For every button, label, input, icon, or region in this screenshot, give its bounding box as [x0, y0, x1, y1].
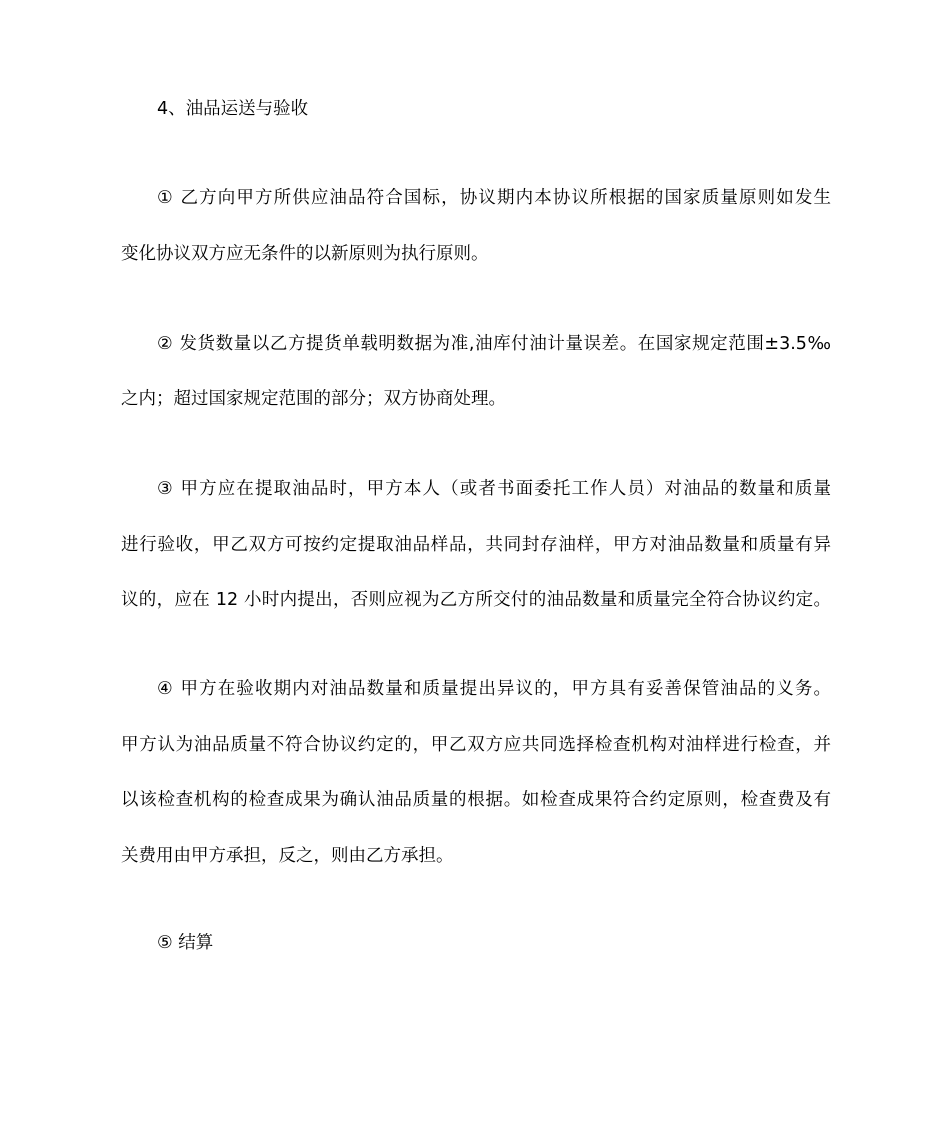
paragraph-4-line-4: 关费用由甲方承担，反之，则由乙方承担。: [121, 846, 454, 866]
paragraph-1-line-1: ① 乙方向甲方所供应油品符合国标，协议期内本协议所根据的国家质量原则如发生: [157, 188, 831, 208]
paragraph-2-line-2: 之内；超过国家规定范围的部分；双方协商处理。: [121, 389, 506, 409]
paragraph-4-line-3: 以该检查机构的检查成果为确认油品质量的根据。如检查成果符合约定原则，检查费及有: [121, 790, 831, 810]
paragraph-2-line-1: ② 发货数量以乙方提货单载明数据为准,油库付油计量误差。在国家规定范围±3.5‰: [157, 334, 831, 354]
paragraph-1-line-2: 变化协议双方应无条件的以新原则为执行原则。: [121, 244, 489, 264]
paragraph-4-line-1: ④ 甲方在验收期内对油品数量和质量提出异议的，甲方具有妥善保管油品的义务。: [157, 679, 831, 699]
paragraph-3-line-1: ③ 甲方应在提取油品时，甲方本人（或者书面委托工作人员）对油品的数量和质量: [157, 479, 831, 499]
paragraph-3-line-2: 进行验收，甲乙双方可按约定提取油品样品，共同封存油样，甲方对油品数量和质量有异: [121, 535, 831, 555]
paragraph-4-line-2: 甲方认为油品质量不符合协议约定的，甲乙双方应共同选择检查机构对油样进行检查，并: [121, 735, 831, 755]
paragraph-3-line-3: 议的，应在 12 小时内提出，否则应视为乙方所交付的油品数量和质量完全符合协议约定。: [121, 590, 831, 610]
paragraph-5-line-1: ⑤ 结算: [157, 933, 214, 953]
section-heading: 4、油品运送与验收: [157, 99, 309, 119]
